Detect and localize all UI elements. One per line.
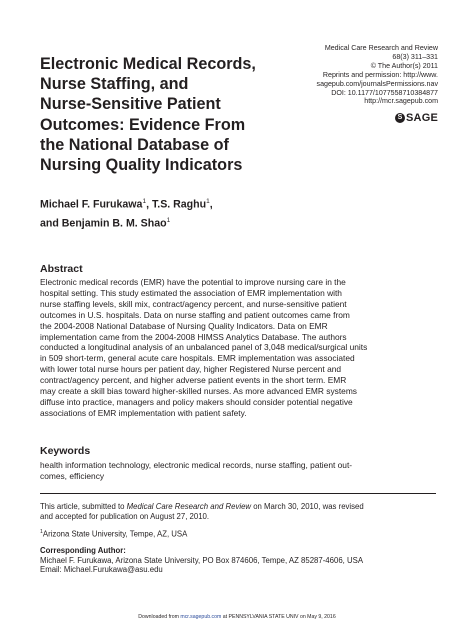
corresponding-email[interactable]: Email: Michael.Furukawa@asu.edu: [40, 565, 163, 575]
abstract-line: Electronic medical records (EMR) have the potential to improve nursing care in the: [40, 277, 346, 287]
reprints-line: Reprints and permission: http://www.: [322, 70, 438, 79]
footer-suffix: at PENNSYLVANIA STATE UNIV on May 9, 2016: [221, 614, 336, 620]
download-footer: [0, 614, 474, 621]
journal-url[interactable]: http://mcr.sagepub.com: [364, 97, 438, 106]
abstract-body: [40, 277, 440, 419]
corresponding-author: [40, 546, 363, 575]
title-line: Nurse-Sensitive Patient: [40, 95, 221, 114]
abstract-line: nurse staffing levels, skill mix, contract/agency percent, and nurse-sensitive patient: [40, 298, 347, 309]
abstract-line: may create a skill bias toward higher-skilled nurses. As more advanced EMR systems: [40, 386, 357, 397]
abstract-line: the 2004-2008 National Database of Nursing Quality Indicators. Data on EMR: [40, 320, 328, 331]
keywords-line: health information technology, electronic medical records, nurse staffing, patient out-: [40, 460, 353, 470]
keywords-heading: Keywords: [40, 445, 91, 457]
reprints-url[interactable]: sagepub.com/journalsPermissions.nav: [316, 79, 438, 88]
author-name: Michael F. Furukawa: [40, 198, 143, 211]
footer-link[interactable]: mcr.sagepub.com: [180, 614, 222, 620]
abstract-line: implementation came from the 2004-2008 HIMSS Analytics Database. The authors: [40, 331, 347, 342]
affiliation-text: Arizona State University, Tempe, AZ, USA: [42, 529, 188, 539]
corresponding-address: Michael F. Furukawa, Arizona State University, PO Box 874606, Tempe, AZ 85287-4606, USA: [40, 555, 364, 565]
submission-accepted: and accepted for publication on August 27, 2010.: [40, 511, 210, 521]
submission-journal: Medical Care Research and Review: [126, 502, 252, 511]
abstract-line: with lower total nurse hours per patient day, higher Registered Nurse percent and: [40, 364, 342, 375]
journal-name: Medical Care Research and Review: [324, 44, 438, 52]
title-line: Electronic Medical Records,: [40, 55, 256, 73]
journal-metadata: [304, 44, 438, 106]
article-title: [40, 54, 302, 175]
title-line: Nursing Quality Indicators: [40, 156, 243, 175]
corresponding-heading: Corresponding Author:: [40, 546, 126, 555]
abstract-line: associations of EMR implementation with patient safety.: [40, 407, 247, 418]
submission-prefix: This article, submitted to: [40, 502, 127, 511]
submission-suffix: on March 30, 2010, was revised: [251, 502, 364, 511]
title-line: Nurse Staffing, and: [40, 75, 189, 94]
copyright-notice: © The Author(s) 2011: [370, 61, 438, 70]
abstract-heading: Abstract: [40, 263, 83, 275]
abstract-line: conducted a longitudinal analysis of an unbalanced panel of 3,048 medical/surgical units: [40, 342, 368, 353]
affiliation-marker: 1: [40, 529, 43, 535]
abstract-line: in 509 short-term, general acute care hospitals. EMR implementation was associated: [40, 353, 355, 364]
submission-note: [40, 502, 364, 521]
title-line: the National Database of: [40, 135, 229, 154]
title-line: Outcomes: Evidence From: [40, 115, 246, 134]
abstract-line: outcomes in U.S. hospitals. Data on nurse staffing and patient outcomes came from: [40, 309, 350, 320]
abstract-line: contract/agency percent, and higher adverse patient events in the short term. EMR: [40, 375, 347, 386]
journal-volume: 68(3) 311–331: [392, 52, 438, 61]
author-separator: ,: [209, 198, 213, 211]
author-list: [40, 194, 320, 231]
keywords-body: [40, 460, 440, 482]
abstract-line: hospital setting. This study estimated the association of EMR implementation with: [40, 287, 342, 298]
publisher-name: SAGE: [406, 112, 438, 124]
affiliation-marker: 1: [166, 216, 171, 224]
author-name: and Benjamin B. M. Shao: [40, 217, 167, 230]
section-divider: [40, 493, 436, 494]
affiliation-marker: 1: [142, 198, 147, 205]
footer-prefix: Downloaded from: [138, 614, 181, 620]
doi: DOI: 10.1177/1077558710384877: [331, 88, 438, 97]
publisher-logo: [395, 112, 438, 124]
abstract-line: diffuse into practice, managers and policy makers should consider potential negative: [40, 396, 353, 407]
sage-logo-icon: S: [395, 113, 405, 123]
author-name: , T.S. Raghu: [146, 198, 207, 211]
affiliation: [40, 528, 187, 539]
affiliation-marker: 1: [206, 198, 210, 205]
keywords-line: comes, efficiency: [40, 470, 105, 481]
